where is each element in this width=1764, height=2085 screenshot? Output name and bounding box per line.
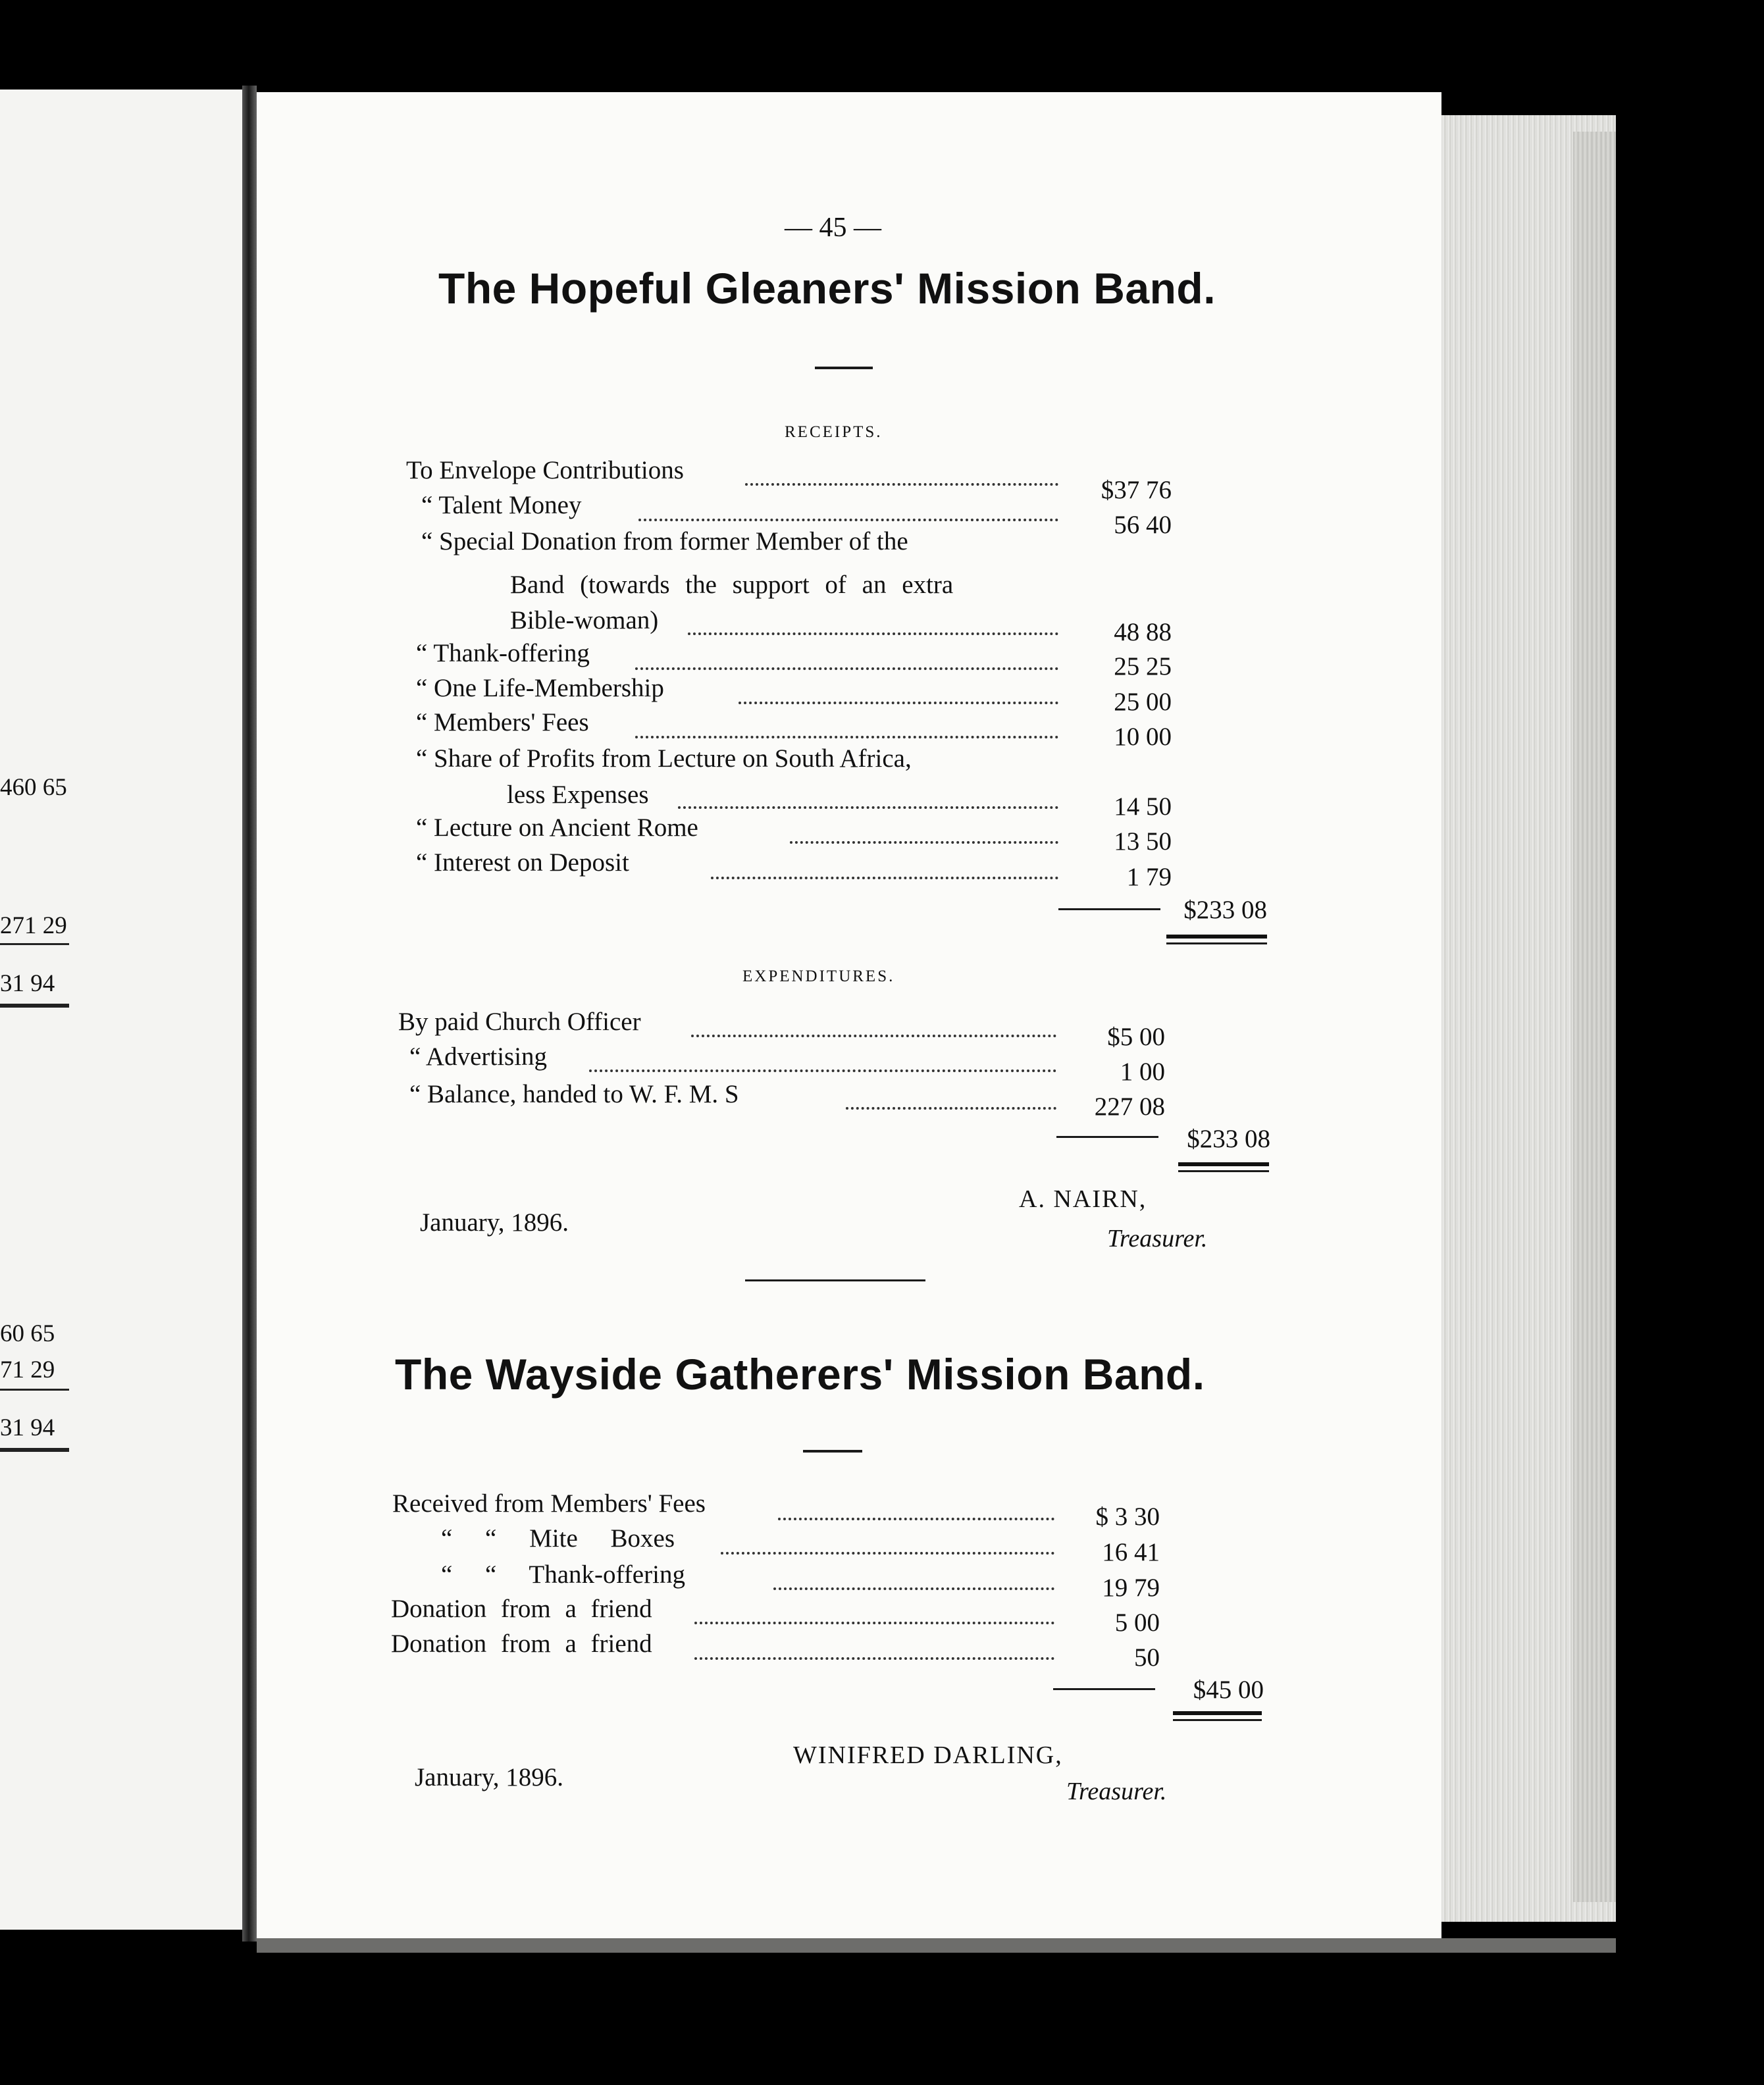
treasurer-role: Treasurer. [1066,1778,1167,1805]
receipts-heading: RECEIPTS. [785,423,883,441]
book-gutter [242,86,257,1942]
subtotal-rule [1058,908,1160,910]
subtotal-rule [1053,1688,1155,1690]
receipt-label: less Expenses [507,781,649,809]
receipt-label: “ Thank-offering [416,639,590,667]
dot-leader [773,1587,1054,1590]
receipt-amount: 13 50 [1114,827,1172,856]
receipt-amount: $ 3 30 [1095,1503,1160,1531]
left-page-fragment: 71 29 [0,1356,55,1383]
left-page-fragment: 460 65 [0,774,67,801]
receipt-label: Donation from a friend [391,1595,652,1623]
receipt-amount: 25 25 [1114,652,1172,681]
section-title: The Hopeful Gleaners' Mission Band. [438,264,1216,313]
receipt-amount: 19 79 [1102,1574,1160,1602]
dot-leader [790,841,1058,844]
left-page-fragment: 31 94 [0,970,55,997]
expenditure-label: “ Advertising [409,1042,548,1071]
expenditure-amount: $5 00 [1107,1023,1165,1051]
page-bottom-shadow [257,1938,1616,1953]
receipt-label: Received from Members' Fees [392,1489,706,1518]
total-double-rule [1178,1162,1269,1166]
subtotal-rule [1056,1136,1158,1138]
receipt-amount: 48 88 [1114,618,1172,646]
left-page-fragment: 271 29 [0,912,67,939]
dot-leader [688,632,1058,635]
receipt-amount: 50 [1134,1643,1160,1672]
dot-leader [745,483,1058,486]
receipt-label: “ Talent Money [421,491,582,519]
dot-leader [739,702,1058,704]
dot-leader [678,806,1058,809]
total-double-rule [1166,935,1267,939]
total-double-rule [1178,1170,1269,1172]
dot-leader [846,1107,1056,1110]
expenditure-label: “ Balance, handed to W. F. M. S [409,1080,739,1108]
report-date: January, 1896. [420,1208,569,1237]
page-number: — 45 — [785,213,881,243]
receipt-label: Bible-woman) [510,606,659,634]
dot-leader [635,736,1058,738]
receipt-label: To Envelope Contributions [406,456,684,484]
page-edge-inner [1573,132,1616,1902]
receipt-label: “ Share of Profits from Lecture on South Africa, [416,744,912,773]
receipt-amount: $37 76 [1101,476,1172,504]
receipt-label: “ Special Donation from former Member of the [421,527,908,555]
total-double-rule [1166,942,1267,944]
receipt-label: “ “ Mite Boxes [441,1524,675,1553]
dot-leader [638,519,1058,521]
dot-leader [778,1518,1054,1520]
dot-leader [711,877,1058,879]
treasurer-role: Treasurer. [1107,1225,1208,1252]
dot-leader [694,1622,1054,1624]
receipt-label: “ Members' Fees [416,708,589,736]
left-page-rule [0,1448,69,1452]
expenditure-label: By paid Church Officer [398,1008,641,1036]
treasurer-signature: WINIFRED DARLING, [793,1741,1063,1769]
dot-leader [589,1069,1056,1072]
expenditure-amount: 227 08 [1094,1093,1165,1121]
receipt-amount: 56 40 [1114,511,1172,539]
title-rule [803,1450,862,1453]
dot-leader [721,1552,1054,1555]
left-page-fragment: 31 94 [0,1414,55,1441]
left-page-fragment: 60 65 [0,1320,55,1347]
receipt-amount: 16 41 [1102,1538,1160,1566]
items-total: $45 00 [1193,1676,1264,1704]
receipt-amount: 10 00 [1114,723,1172,751]
receipt-label: “ Lecture on Ancient Rome [416,813,698,842]
dot-leader [691,1035,1056,1037]
receipt-amount: 5 00 [1114,1609,1160,1637]
section-title: The Wayside Gatherers' Mission Band. [395,1350,1205,1399]
receipt-label: “ Interest on Deposit [416,848,629,877]
receipt-label: “ “ Thank-offering [441,1560,685,1589]
dot-leader [635,667,1058,670]
left-page-rule [0,1389,69,1391]
left-page-rule [0,943,69,945]
total-double-rule [1173,1711,1262,1715]
expenditures-heading: EXPENDITURES. [742,967,895,985]
left-page [0,90,242,1930]
treasurer-signature: A. NAIRN, [1019,1185,1147,1213]
receipt-label: “ One Life-Membership [416,674,664,702]
receipt-amount: 1 79 [1126,863,1172,891]
expenditure-amount: 1 00 [1120,1058,1165,1086]
left-page-rule [0,1004,69,1008]
dot-leader [694,1657,1054,1660]
total-double-rule [1173,1719,1262,1721]
receipt-label: Donation from a friend [391,1630,652,1658]
receipts-total: $233 08 [1183,896,1267,924]
section-separator [745,1279,925,1281]
report-date: January, 1896. [415,1763,564,1791]
receipt-label: Band (towards the support of an extra [510,571,954,599]
receipt-amount: 14 50 [1114,792,1172,821]
expenditures-total: $233 08 [1187,1125,1270,1153]
title-rule [815,367,873,369]
receipt-amount: 25 00 [1114,688,1172,716]
